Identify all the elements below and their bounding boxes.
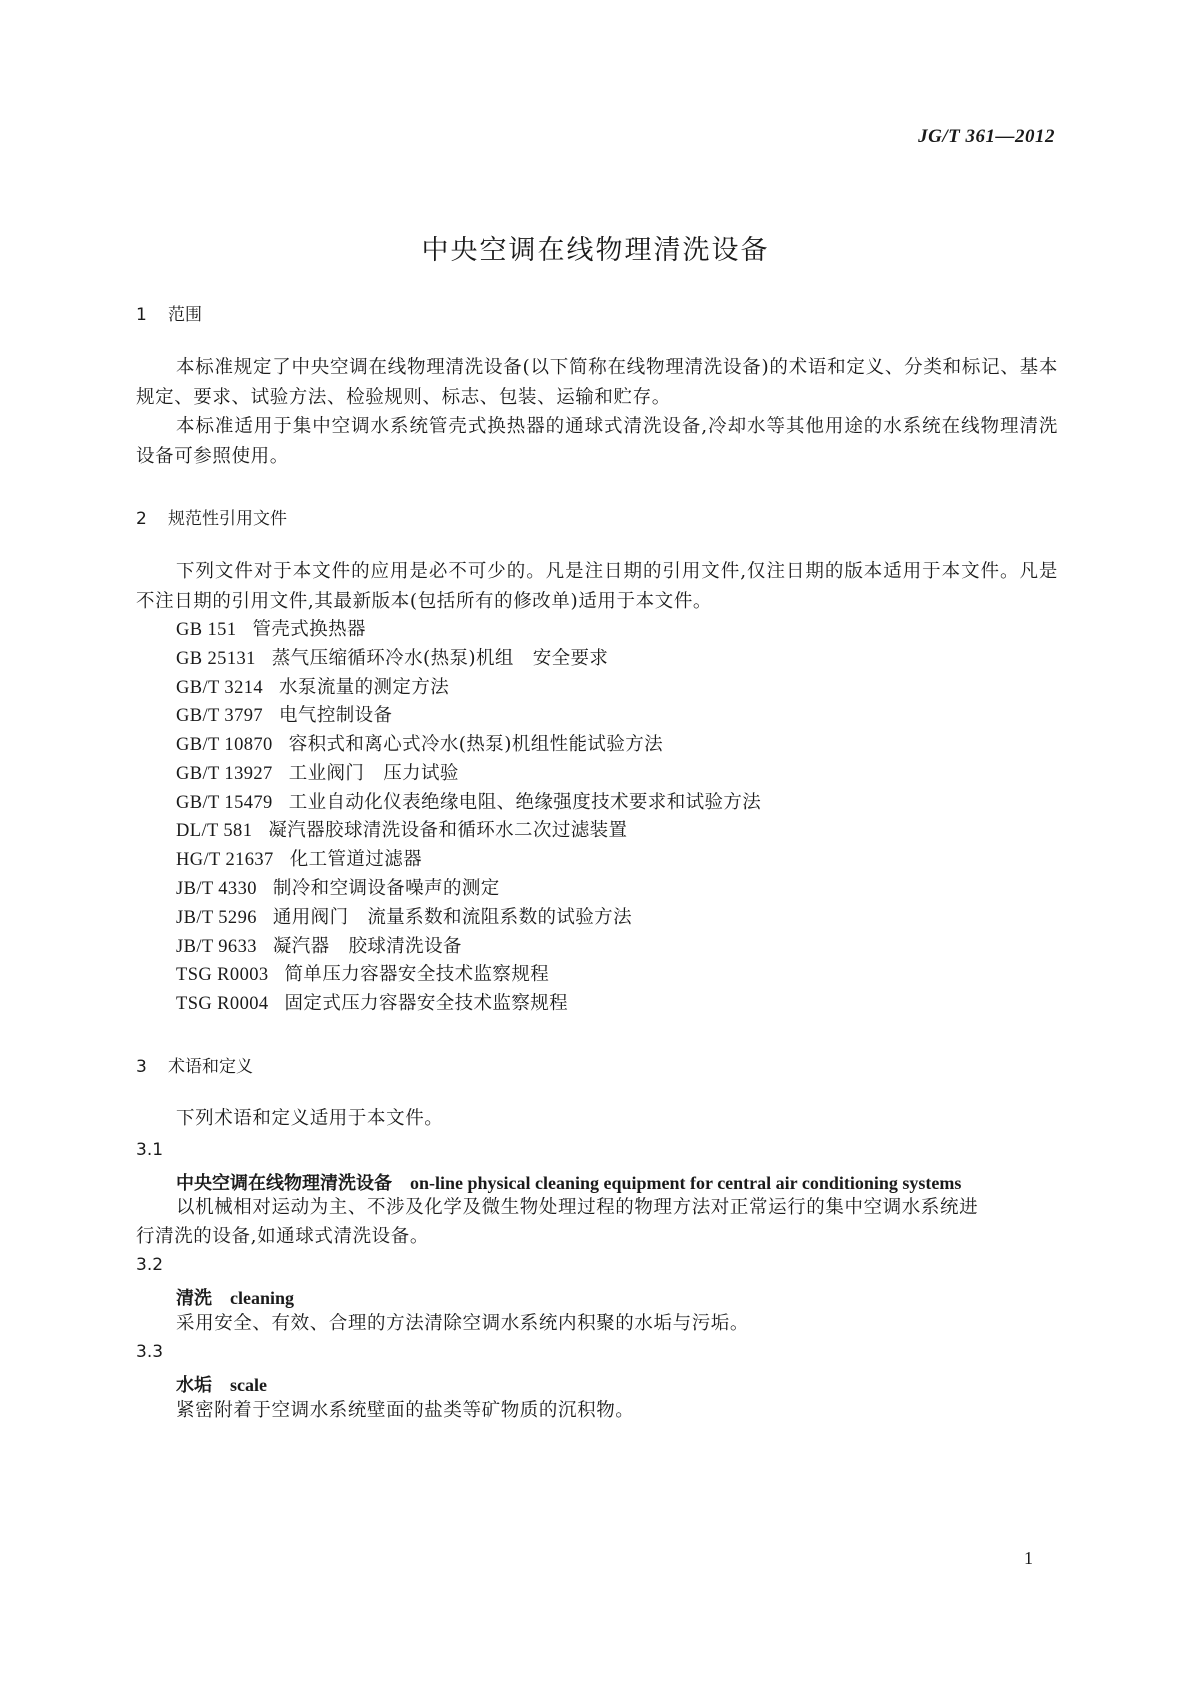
reference-name: 简单压力容器安全技术监察规程: [284, 964, 550, 985]
scope-paragraph-2: 本标准适用于集中空调水系统管壳式换热器的通球式清洗设备,冷却水等其他用途的水系统在线物理清洗设备可参照使用。: [136, 416, 1058, 467]
page-number: 1: [1024, 1548, 1033, 1568]
term-zh: 水垢: [176, 1375, 212, 1396]
clause-number: 3.3: [136, 1342, 164, 1362]
reference-code: GB/T 3214: [176, 678, 264, 698]
reference-name: 工业自动化仪表绝缘电阻、绝缘强度技术要求和试验方法: [288, 792, 762, 813]
term-en: scale: [230, 1375, 267, 1395]
reference-item: [176, 845, 422, 875]
clause-number: 3.1: [136, 1140, 164, 1160]
term-definition: 以机械相对运动为主、不涉及化学及微生物处理过程的物理方法对正常运行的集中空调水系统进: [176, 1197, 979, 1218]
reference-name: 管壳式换热器: [252, 619, 366, 640]
reference-code: TSG R0004: [176, 994, 269, 1014]
reference-name: 工业阀门 压力试验: [288, 763, 459, 784]
reference-code: JB/T 9633: [176, 937, 257, 957]
reference-code: GB/T 15479: [176, 793, 273, 813]
reference-code: GB/T 10870: [176, 735, 273, 755]
term-definition: 采用安全、有效、合理的方法清除空调水系统内积聚的水垢与污垢。: [176, 1313, 750, 1334]
reference-item: [176, 644, 608, 674]
reference-code: GB/T 13927: [176, 764, 273, 784]
terms-intro: 下列术语和定义适用于本文件。: [176, 1108, 444, 1129]
term-definition: 行清洗的设备,如通球式清洗设备。: [136, 1226, 429, 1247]
reference-item: [176, 759, 459, 789]
reference-code: GB 151: [176, 620, 237, 640]
reference-name: 凝汽器 胶球清洗设备: [272, 936, 462, 957]
reference-item: [176, 788, 761, 818]
term-en: cleaning: [230, 1288, 295, 1308]
reference-code: JB/T 5296: [176, 908, 257, 928]
reference-name: 化工管道过滤器: [289, 849, 423, 870]
clause-number: 3.2: [136, 1255, 164, 1275]
section-number: 1: [136, 305, 147, 325]
reference-item: [176, 874, 500, 904]
term-heading: [176, 1371, 267, 1397]
section-heading-terms: [136, 1052, 253, 1077]
reference-name: 水泵流量的测定方法: [279, 677, 450, 698]
reference-item: [176, 615, 366, 645]
reference-name: 制冷和空调设备噪声的测定: [272, 878, 500, 899]
term-zh: 中央空调在线物理清洗设备: [176, 1173, 392, 1194]
section-title: 范围: [168, 305, 202, 325]
reference-name: 容积式和离心式冷水(热泵)机组性能试验方法: [288, 734, 664, 755]
reference-code: GB 25131: [176, 649, 256, 669]
term-en: on-line physical cleaning equipment for central air conditioning systems: [410, 1173, 962, 1193]
reference-name: 凝汽器胶球清洗设备和循环水二次过滤装置: [268, 820, 628, 841]
reference-item: [176, 673, 449, 703]
reference-name: 通用阀门 流量系数和流阻系数的试验方法: [272, 907, 632, 928]
reference-item: [176, 816, 627, 846]
scope-paragraph-1: 本标准规定了中央空调在线物理清洗设备(以下简称在线物理清洗设备)的术语和定义、分类和标记、基本规定、要求、试验方法、检验规则、标志、包装、运输和贮存。: [136, 357, 1058, 408]
reference-code: JB/T 4330: [176, 879, 257, 899]
section-title: 规范性引用文件: [168, 509, 287, 529]
section-heading-scope: [136, 300, 202, 325]
term-definition: 紧密附着于空调水系统壁面的盐类等矿物质的沉积物。: [176, 1400, 635, 1421]
reference-name: 蒸气压缩循环冷水(热泵)机组 安全要求: [271, 648, 609, 669]
section-heading-references: [136, 504, 287, 529]
reference-code: GB/T 3797: [176, 706, 264, 726]
reference-name: 固定式压力容器安全技术监察规程: [284, 993, 569, 1014]
section-number: 2: [136, 509, 147, 529]
reference-name: 电气控制设备: [279, 705, 393, 726]
term-zh: 清洗: [176, 1288, 212, 1309]
reference-code: HG/T 21637: [176, 850, 274, 870]
section-number: 3: [136, 1057, 147, 1077]
reference-code: TSG R0003: [176, 965, 269, 985]
reference-item: [176, 960, 549, 990]
references-intro: 下列文件对于本文件的应用是必不可少的。凡是注日期的引用文件,仅注日期的版本适用于本文件。凡是不注日期的引用文件,其最新版本(包括所有的修改单)适用于本文件。: [136, 561, 1058, 612]
reference-item: [176, 932, 462, 962]
section-title: 术语和定义: [168, 1057, 253, 1077]
term-heading: [176, 1284, 294, 1310]
reference-item: [176, 903, 632, 933]
reference-code: DL/T 581: [176, 821, 253, 841]
term-heading: [176, 1169, 961, 1195]
reference-item: [176, 730, 663, 760]
document-title: 中央空调在线物理清洗设备: [421, 235, 770, 266]
standard-code: JG/T 361—2012: [918, 126, 1055, 147]
reference-item: [176, 701, 392, 731]
reference-item: [176, 989, 568, 1019]
